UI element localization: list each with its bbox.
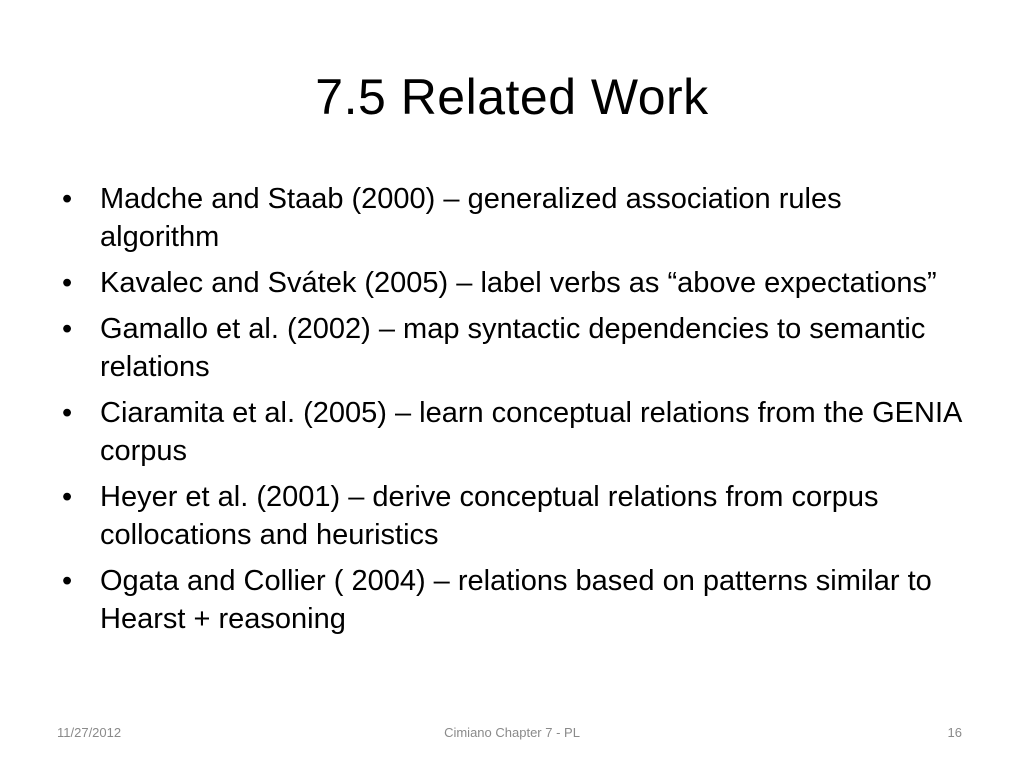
bullet-text: Ciaramita et al. (2005) – learn conceptual relations from the GENIA corpus xyxy=(100,397,961,467)
bullet-icon: • xyxy=(62,397,73,429)
footer-title: Cimiano Chapter 7 - PL xyxy=(444,725,580,740)
bullet-text: Gamallo et al. (2002) – map syntactic dependencies to semantic relations xyxy=(100,313,926,383)
list-item xyxy=(62,180,962,256)
list-item xyxy=(62,264,962,302)
list-item xyxy=(62,478,962,554)
bullet-icon: • xyxy=(62,267,73,299)
bullet-text: Kavalec and Svátek (2005) – label verbs as “above expectations” xyxy=(100,267,937,299)
bullet-text: Ogata and Collier ( 2004) – relations based on patterns similar to Hearst + reasoning xyxy=(100,565,932,635)
list-item xyxy=(62,310,962,386)
slide-title: 7.5 Related Work xyxy=(315,69,709,125)
bullet-icon: • xyxy=(62,313,73,345)
bullet-list xyxy=(62,180,962,646)
bullet-icon: • xyxy=(62,183,73,215)
bullet-icon: • xyxy=(62,565,73,597)
bullet-icon: • xyxy=(62,481,73,513)
bullet-text: Madche and Staab (2000) – generalized association rules algorithm xyxy=(100,183,842,253)
page-number: 16 xyxy=(947,725,962,740)
bullet-text: Heyer et al. (2001) – derive conceptual relations from corpus collocations and heuristics xyxy=(100,481,879,551)
footer-date: 11/27/2012 xyxy=(57,725,122,740)
list-item xyxy=(62,394,962,470)
list-item xyxy=(62,562,962,638)
